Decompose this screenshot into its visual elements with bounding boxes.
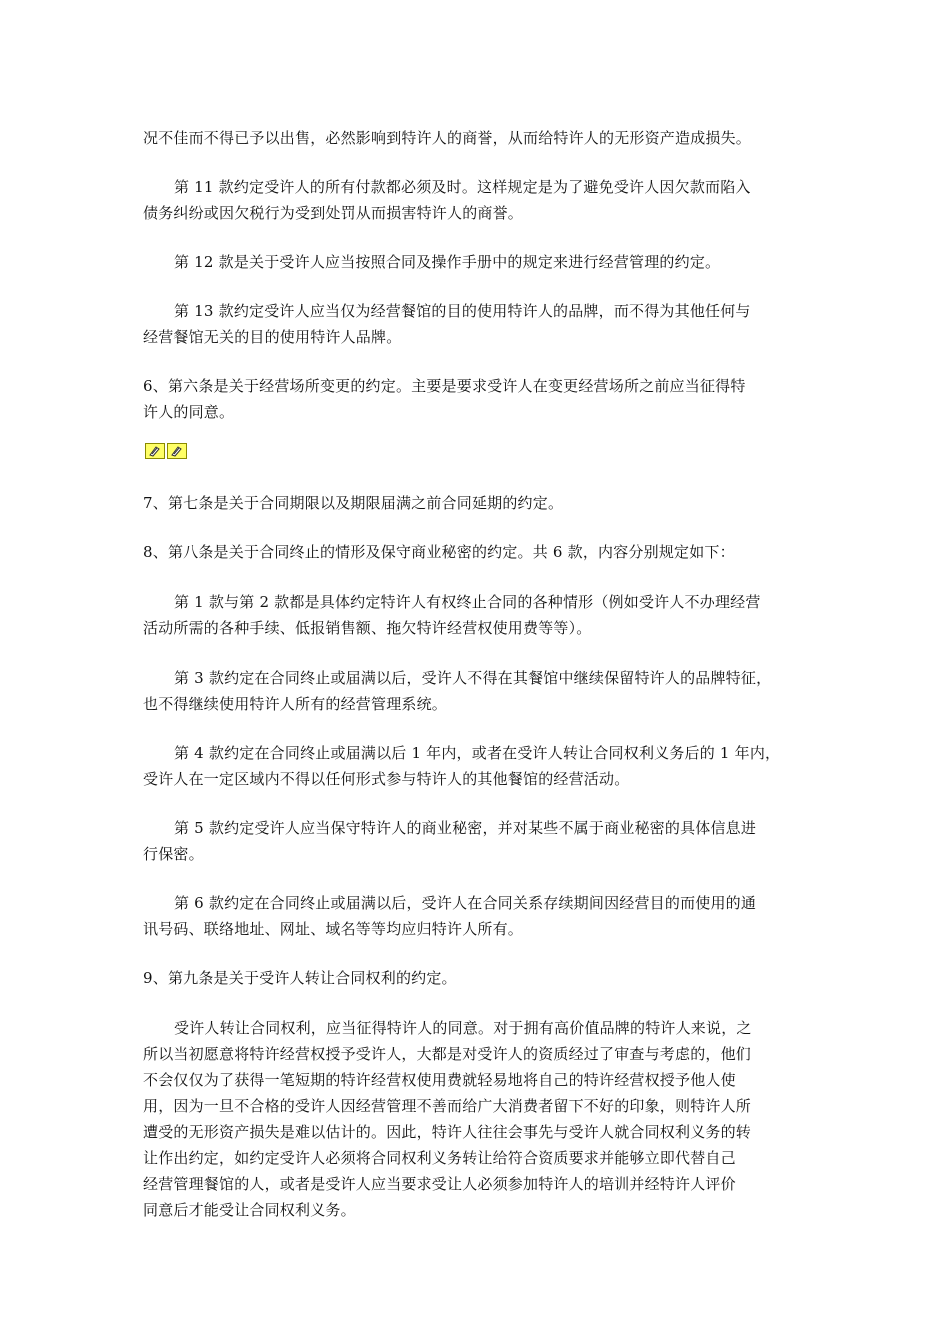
paragraph-line: 活动所需的各种手续、低报销售额、拖欠特许经营权使用费等等）。 <box>143 619 592 637</box>
paragraph-line: 第 12 款是关于受许人应当按照合同及操作手册中的规定来进行经营管理的约定。 <box>174 253 721 271</box>
paragraph-6 <box>143 490 813 516</box>
paragraph-11 <box>143 815 813 867</box>
paragraph-2 <box>143 174 813 226</box>
paragraph-line: 第 13 款约定受许人应当仅为经营餐馆的目的使用特许人的品牌，而不得为其他任何与 <box>174 302 751 320</box>
paragraph-14 <box>143 1015 813 1223</box>
paragraph-7 <box>143 539 813 565</box>
paragraph-line: 所以当初愿意将特许经营权授予受许人，大都是对受许人的资质经过了审查与考虑的，他们 <box>143 1045 752 1063</box>
link-icon[interactable] <box>167 443 187 459</box>
paragraph-line: 债务纠纷或因欠税行为受到处罚从而损害特许人的商誉。 <box>143 204 524 222</box>
paragraph-4 <box>143 298 813 350</box>
paragraph-line: 9、第九条是关于受许人转让合同权利的约定。 <box>143 969 457 987</box>
paragraph-line: 经营餐馆无关的目的使用特许人品牌。 <box>143 328 402 346</box>
link-icon[interactable] <box>145 443 165 459</box>
paragraph-line: 同意后才能受让合同权利义务。 <box>143 1201 356 1219</box>
paragraph-line: 不会仅仅为了获得一笔短期的特许经营权使用费就轻易地将自己的特许经营权授予他人使 <box>143 1071 736 1089</box>
paragraph-line: 讯号码、联络地址、网址、域名等等均应归特许人所有。 <box>143 920 524 938</box>
paragraph-3 <box>143 249 813 275</box>
paragraph-13 <box>143 965 813 991</box>
paragraph-line: 第 5 款约定受许人应当保守特许人的商业秘密，并对某些不属于商业秘密的具体信息进 <box>174 819 757 837</box>
paragraph-line: 受许人在一定区域内不得以任何形式参与特许人的其他餐馆的经营活动。 <box>143 770 630 788</box>
paragraph-line: 行保密。 <box>143 845 204 863</box>
paragraph-line: 第 1 款与第 2 款都是具体约定特许人有权终止合同的各种情形（例如受许人不办理经营 <box>174 593 761 611</box>
paragraph-line: 第 11 款约定受许人的所有付款都必须及时。这样规定是为了避免受许人因欠款而陷入 <box>174 178 751 196</box>
paragraph-line: 也不得继续使用特许人所有的经营管理系统。 <box>143 695 448 713</box>
paragraph-5 <box>143 373 813 425</box>
paragraph-line: 第 6 款约定在合同终止或届满以后，受许人在合同关系存续期间因经营目的而使用的通 <box>174 894 757 912</box>
paragraph-line: 8、第八条是关于合同终止的情形及保守商业秘密的约定。共 6 款，内容分别规定如下： <box>143 543 735 561</box>
paragraph-line: 受许人转让合同权利，应当征得特许人的同意。对于拥有高价值品牌的特许人来说，之 <box>174 1019 752 1037</box>
paragraph-line: 第 4 款约定在合同终止或届满以后 1 年内，或者在受许人转让合同权利义务后的 1 年内， <box>174 744 781 762</box>
paragraph-8 <box>143 589 813 641</box>
paragraph-line: 7、第七条是关于合同期限以及期限届满之前合同延期的约定。 <box>143 494 564 512</box>
paragraph-line: 让作出约定，如约定受许人必须将合同权利义务转让给符合资质要求并能够立即代替自己 <box>143 1149 736 1167</box>
paragraph-12 <box>143 890 813 942</box>
paragraph-line: 况不佳而不得已予以出售，必然影响到特许人的商誉，从而给特许人的无形资产造成损失。 <box>143 129 752 147</box>
paragraph-10 <box>143 740 813 792</box>
link-icon-group[interactable] <box>145 443 187 460</box>
paragraph-9 <box>143 665 813 717</box>
paragraph-line: 6、第六条是关于经营场所变更的约定。主要是要求受许人在变更经营场所之前应当征得特 <box>143 377 746 395</box>
paragraph-line: 许人的同意。 <box>143 403 235 421</box>
paragraph-line: 用，因为一旦不合格的受许人因经营管理不善而给广大消费者留下不好的印象，则特许人所 <box>143 1097 752 1115</box>
paragraph-line: 经营管理餐馆的人，或者是受许人应当要求受让人必须参加特许人的培训并经特许人评价 <box>143 1175 736 1193</box>
paragraph-1 <box>143 125 813 151</box>
paragraph-line: 第 3 款约定在合同终止或届满以后，受许人不得在其餐馆中继续保留特许人的品牌特征， <box>174 669 772 687</box>
paragraph-line: 遭受的无形资产损失是难以估计的。因此，特许人往往会事先与受许人就合同权利义务的转 <box>143 1123 752 1141</box>
